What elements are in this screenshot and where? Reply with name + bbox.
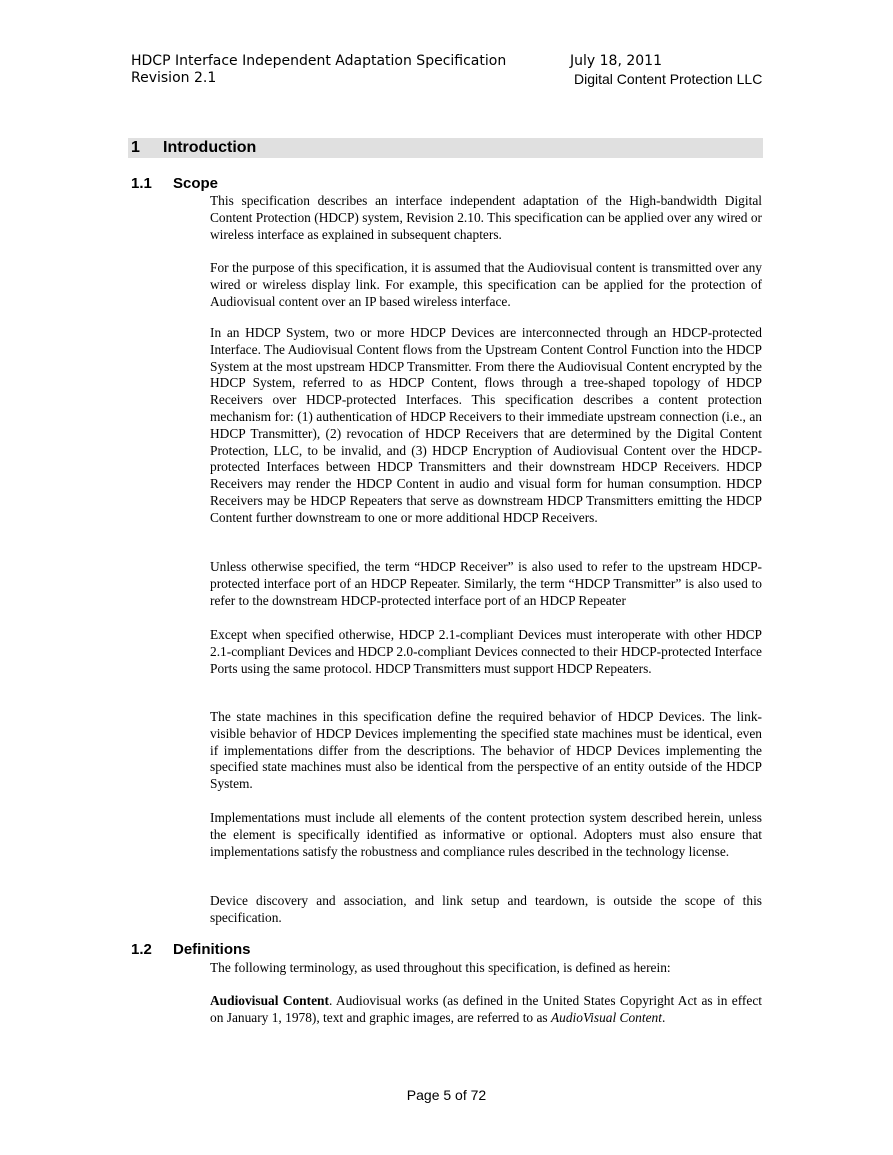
page-number: Page 5 of 72 [406, 1087, 487, 1103]
subsection-number-definitions: 1.2 [131, 941, 152, 958]
definition-end: . [661, 1009, 666, 1025]
scope-paragraph-5: Except when specified otherwise, HDCP 2.1-compliant Devices must interoperate with other HDCP 2.1-compliant Devices and HDCP 2.0-compliant Devices connected to their HDCP-protected Interface Ports using the same protocol. HDCP Transmitters must support HDCP Repeaters. [210, 627, 762, 676]
definition-audiovisual-content [210, 993, 762, 1027]
scope-paragraph-8: Device discovery and association, and link setup and teardown, is outside the scope of this specification. [210, 893, 762, 925]
section-title: Introduction [163, 139, 257, 156]
definition-term: Audiovisual Content [210, 993, 329, 1008]
header-title: HDCP Interface Independent Adaptation Specification [131, 53, 507, 69]
scope-paragraph-6: The state machines in this specification define the required behavior of HDCP Devices. The link-visible behavior of HDCP Devices implementing the specified state machines must be identical, even if implementations differ from the descriptions. The behavior of HDCP Devices implementing the specified state machines must also be identical from the perspective of an entity outside of the HDCP System. [210, 709, 762, 792]
scope-paragraph-4: Unless otherwise specified, the term “HDCP Receiver” is also used to refer to the upstream HDCP-protected interface port of an HDCP Repeater. Similarly, the term “HDCP Transmitter” is also used to refer to the downstream HDCP-protected interface port of an HDCP Repeater [210, 559, 762, 608]
scope-paragraph-3: In an HDCP System, two or more HDCP Devices are interconnected through an HDCP-protected Interface. The Audiovisual Content flows from the Upstream Content Control Function into the HDCP System at the most upstream HDCP Transmitter. From there the Audiovisual Content encrypted by the HDCP System, referred to as HDCP Content, flows through a tree-shaped topology of HDCP Receivers over HDCP-protected Interfaces. This specification describes a content protection mechanism for: (1) authentication of HDCP Receivers to their immediate upstream connection (i.e., an HDCP Transmitter), (2) revocation of HDCP Receivers that are determined by the Digital Content Protection, LLC, to be invalid, and (3) HDCP Encryption of Audiovisual Content over the HDCP-protected Interfaces between HDCP Transmitters and their downstream HDCP Receivers. HDCP Receivers may render the HDCP Content in audio and visual form for human consumption. HDCP Receivers may be HDCP Repeaters that serve as downstream HDCP Transmitters emitting the HDCP Content further downstream to one or more additional HDCP Receivers. [210, 325, 762, 525]
subsection-number-scope: 1.1 [131, 175, 152, 192]
header-organization: Digital Content Protection LLC [574, 71, 763, 87]
subsection-title-scope: Scope [173, 175, 219, 192]
definition-term-italic: AudioVisual Content [550, 1009, 662, 1025]
header-revision: Revision 2.1 [131, 70, 217, 86]
definition-text: . Audiovisual works (as defined in the United States Copyright Act as in effect on January 1, 1978), text and graphic images, are referred to as [210, 993, 762, 1025]
scope-paragraph-2: For the purpose of this specification, it is assumed that the Audiovisual content is transmitted over any wired or wireless display link. For example, this specification can be applied for the protection of Audiovisual content over an IP based wireless interface. [210, 260, 762, 309]
subsection-title-definitions: Definitions [173, 941, 251, 958]
definitions-intro: The following terminology, as used throughout this specification, is defined as herein: [210, 960, 671, 975]
scope-paragraph-1: This specification describes an interface independent adaptation of the High-bandwidth Digital Content Protection (HDCP) system, Revision 2.10. This specification can be applied over any wired or wireless interface as explained in subsequent chapters. [210, 193, 762, 242]
section-number: 1 [131, 139, 140, 156]
scope-paragraph-7: Implementations must include all elements of the content protection system described herein, unless the element is specifically identified as informative or optional. Adopters must also ensure that implementations satisfy the robustness and compliance rules described in the technology license. [210, 810, 762, 859]
header-date: July 18, 2011 [570, 53, 662, 69]
